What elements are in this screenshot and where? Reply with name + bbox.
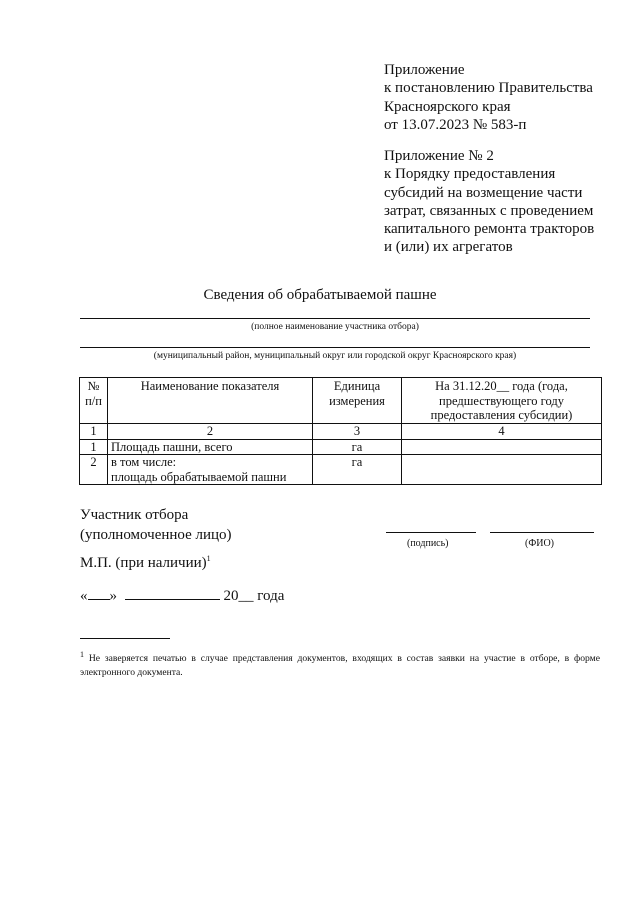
stamp-text: М.П. (при наличии): [80, 555, 207, 571]
fio-line: [490, 532, 594, 533]
table-row: [80, 455, 602, 485]
appendix-main-heading: [384, 61, 624, 134]
appendix-main-line: Красноярского края: [384, 98, 511, 115]
participant-label: [80, 505, 232, 545]
numbering-cell: 3: [313, 424, 402, 440]
row-unit: га: [313, 455, 402, 485]
row-value-cell[interactable]: [402, 439, 602, 455]
row-name: Площадь пашни, всего: [108, 439, 313, 455]
signature-line: [386, 532, 476, 533]
header-unit: Единица измерения: [313, 378, 402, 424]
appendix-sub-line: к Порядку предоставления: [384, 166, 556, 183]
numbering-cell: 4: [402, 424, 602, 440]
participant-line: Участник отбора: [80, 507, 189, 523]
row-unit: га: [313, 439, 402, 455]
header-name: Наименование показателя: [108, 378, 313, 424]
row-name-line: в том числе:: [111, 455, 177, 469]
stamp-label: [80, 549, 211, 573]
date-line: [80, 585, 284, 606]
month-blank: [125, 585, 220, 600]
footnote-separator: [80, 638, 170, 639]
arable-land-table: [79, 377, 602, 485]
district-caption: (муниципальный район, муниципальный округ или городской округ Красноярского края): [153, 351, 517, 361]
signature-caption: (подпись): [407, 538, 449, 549]
year-text: 20__ года: [223, 588, 285, 604]
row-name: [108, 455, 313, 485]
document-title: Сведения об обрабатываемой пашне: [203, 287, 437, 303]
day-blank: [88, 585, 110, 600]
footnote-ref: 1: [206, 554, 211, 563]
participant-name-caption: (полное наименование участника отбора): [251, 322, 419, 332]
appendix-sub-line: Приложение № 2: [384, 148, 494, 164]
footnote-text: Не заверяется печатью в случае представления документов, входящих в состав заявки на участие в отборе, в форме электронного документа.: [80, 653, 600, 679]
appendix-sub-heading: [384, 147, 624, 257]
row-value-cell[interactable]: [402, 455, 602, 485]
header-num: № п/п: [80, 378, 108, 424]
quote-close: »: [109, 588, 117, 604]
row-num: 2: [80, 455, 108, 485]
footnote-marker: 1: [80, 650, 84, 659]
table-row: [80, 439, 602, 455]
table-numbering-row: [80, 424, 602, 440]
header-date: На 31.12.20__ года (года, предшествующего году предоставления субсидии): [402, 378, 602, 424]
district-line: [80, 347, 590, 348]
table-header-row: [80, 378, 602, 424]
appendix-main-line: от 13.07.2023 № 583-п: [384, 116, 527, 133]
participant-line: (уполномоченное лицо): [80, 527, 232, 543]
row-num: 1: [80, 439, 108, 455]
participant-name-line: [80, 318, 590, 319]
numbering-cell: 1: [80, 424, 108, 440]
appendix-sub-line: капитального ремонта тракторов: [384, 221, 595, 238]
quote-open: «: [80, 588, 88, 604]
row-name-line: площадь обрабатываемой пашни: [111, 469, 287, 484]
appendix-main-line: Приложение: [384, 62, 465, 78]
numbering-cell: 2: [108, 424, 313, 440]
fio-caption: (ФИО): [525, 538, 555, 549]
appendix-sub-line: субсидий на возмещение части: [384, 184, 583, 201]
appendix-main-line: к постановлению Правительства: [384, 80, 593, 97]
footnote: [80, 648, 600, 680]
appendix-sub-line: затрат, связанных с проведением: [384, 202, 594, 219]
appendix-sub-line: и (или) их агрегатов: [384, 239, 513, 256]
